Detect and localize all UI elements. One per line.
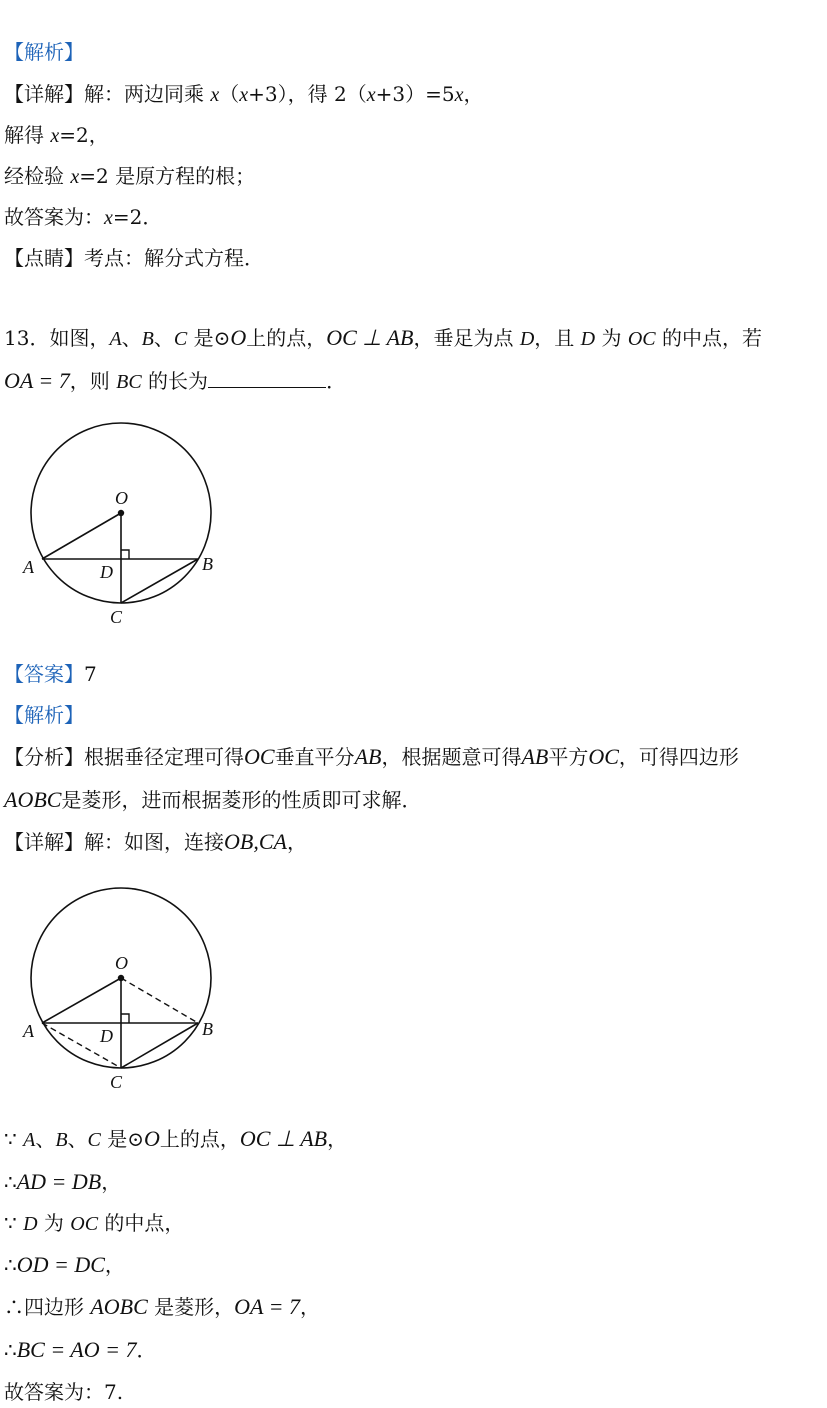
detail-tag: 【详解】 (4, 830, 84, 854)
segment-AB: AB (521, 744, 549, 769)
label-O: O (115, 488, 128, 508)
detail-text: ， (286, 830, 307, 854)
point-D: D (23, 1213, 38, 1235)
segment-OA-line (42, 978, 121, 1023)
answer-text: 故答案为： (4, 205, 104, 229)
step-expression: OD = DC (16, 1252, 105, 1277)
analyze-text: ，根据题意可得 (381, 745, 522, 769)
point-D: D (519, 328, 535, 350)
separator: 、 (153, 326, 174, 350)
answer-line (4, 203, 162, 232)
var-x: x (366, 84, 376, 106)
center-dot (118, 975, 124, 981)
detail-line-2 (4, 828, 307, 856)
detail-text: 解：两边同乘 (84, 82, 211, 106)
analyze-text: 平方 (548, 745, 589, 769)
therefore-symbol: ∴ (4, 1253, 17, 1277)
point-A: A (23, 1129, 36, 1151)
comment-tag: 【点睛】 (4, 246, 84, 270)
detail-text: （ (219, 82, 240, 106)
because-symbol: ∵ (4, 1127, 17, 1151)
question-text: 的长为 (141, 369, 209, 393)
var-x: x (50, 125, 60, 147)
center-dot (118, 510, 124, 516)
analyze-text: ，可得四边形 (618, 745, 739, 769)
circle-symbol: ⊙ (127, 1127, 144, 1151)
label-C: C (110, 1072, 123, 1092)
comment-line (4, 244, 264, 272)
segment-BC: BC (116, 371, 142, 393)
circle-symbol: ⊙ (213, 326, 231, 350)
circle-figure-2 (18, 885, 228, 1100)
question-text: ，垂足为点 (413, 326, 520, 350)
quadrilateral-AOBC: AOBC (90, 1294, 148, 1319)
given-expression: OA = 7 (4, 368, 70, 393)
var-x: x (70, 166, 80, 188)
right-angle-mark (121, 550, 129, 559)
analyze-text: 是菱形，进而根据菱形的性质即可求解． (61, 788, 422, 812)
step-expression: BC = AO = 7 (16, 1337, 137, 1362)
step-text: 是 (100, 1127, 128, 1151)
step-4 (4, 1251, 125, 1279)
label-D: D (100, 562, 113, 582)
question-text: 上的点， (246, 326, 327, 350)
solve-line (4, 121, 109, 150)
question-text: 13．如图， (4, 326, 110, 350)
label-O: O (115, 953, 128, 973)
point-O: O (144, 1126, 160, 1151)
label-C: C (110, 607, 123, 627)
analyze-text: 根据垂径定理可得 (84, 745, 244, 769)
step-text: 是菱形， (147, 1295, 235, 1319)
therefore-symbol: ∴ (4, 1170, 17, 1194)
question-line-1 (4, 324, 762, 353)
label-B: B (202, 1019, 213, 1039)
var-x: x (210, 84, 220, 106)
step-text: ， (101, 1170, 122, 1194)
answer-tag: 【答案】 (4, 662, 84, 686)
step-text: 的中点， (98, 1211, 185, 1235)
question-text: ，且 (534, 326, 581, 350)
step-expression: OA = 7 (234, 1294, 300, 1319)
label-A: A (23, 1021, 34, 1041)
segment-AB: AB (354, 744, 382, 769)
perp-expression: OC ⊥ AB (239, 1126, 328, 1151)
check-text: =2 是原方程的根； (79, 164, 256, 188)
detail-line (4, 80, 483, 109)
step-text: ， (299, 1295, 320, 1319)
answer-blank (208, 367, 326, 388)
segment-OC: OC (70, 1213, 99, 1235)
step-text: 为 (37, 1211, 71, 1235)
step-1 (4, 1125, 347, 1154)
analyze-line-2 (4, 786, 421, 814)
var-x: x (454, 84, 464, 106)
circle-figure (18, 420, 228, 635)
check-text: 经检验 (4, 164, 71, 188)
var-x: x (239, 84, 249, 106)
step-text: 四边形 (24, 1295, 91, 1319)
detail-text: 解：如图，连接 (84, 830, 224, 854)
question-text: 是 (187, 326, 214, 350)
segment-OA-line (42, 513, 121, 559)
solve-text: 解得 (4, 123, 51, 147)
label-B: B (202, 554, 213, 574)
point-C: C (173, 328, 188, 350)
answer-row (4, 660, 97, 688)
segment-OC: OC (244, 744, 275, 769)
check-line (4, 162, 255, 191)
question-text: 的中点，若 (655, 326, 762, 350)
solve-text: =2， (59, 123, 109, 147)
detail-text: +3）=5 (375, 82, 455, 106)
point-C: C (87, 1129, 101, 1151)
question-text: ． (326, 369, 347, 393)
separator: 、 (121, 326, 142, 350)
point-B: B (55, 1129, 68, 1151)
step-expression: AD = DB (16, 1169, 102, 1194)
analyze-line-1 (4, 743, 739, 771)
perp-expression: OC ⊥ AB (326, 325, 414, 350)
detail-text: +3），得 2（ (248, 82, 367, 106)
label-A: A (23, 557, 34, 577)
therefore-symbol: ∴ (4, 1295, 24, 1319)
connect-expression: OB,CA (224, 829, 287, 854)
because-symbol: ∵ (4, 1211, 17, 1235)
segment-BC-line (121, 1023, 198, 1068)
analyze-text: 垂直平分 (274, 745, 355, 769)
final-answer: 故答案为：7. (4, 1380, 124, 1404)
point-A: A (109, 328, 122, 350)
step-text: 上的点， (159, 1127, 240, 1151)
therefore-symbol: ∴ (4, 1338, 17, 1362)
question-line-2 (4, 367, 346, 396)
comment-text: 考点：解分式方程． (84, 246, 264, 270)
step-2 (4, 1168, 121, 1196)
label-D: D (100, 1026, 113, 1046)
step-text: ． (136, 1338, 157, 1362)
question-text: ，则 (69, 369, 117, 393)
answer-text: =2． (112, 205, 163, 229)
step-text: ， (327, 1127, 348, 1151)
var-x: x (104, 207, 113, 229)
dashed-OB (121, 978, 198, 1023)
step-6 (4, 1336, 156, 1364)
separator: 、 (67, 1127, 88, 1151)
step-3 (4, 1209, 184, 1238)
analyze-tag: 【分析】 (4, 745, 84, 769)
step-5 (4, 1293, 320, 1321)
right-angle-mark (121, 1014, 129, 1023)
separator: 、 (35, 1127, 56, 1151)
quadrilateral-AOBC: AOBC (4, 787, 62, 812)
segment-BC-line (121, 559, 198, 603)
point-B: B (141, 328, 154, 350)
question-text: 为 (595, 326, 628, 350)
detail-text: ， (463, 82, 484, 106)
segment-OC: OC (588, 744, 619, 769)
point-D: D (580, 328, 596, 350)
point-O: O (230, 325, 247, 350)
analysis-tag: 【解析】 (4, 40, 84, 64)
step-text: ， (104, 1253, 125, 1277)
analysis-tag-2: 【解析】 (4, 703, 84, 727)
segment-OC: OC (627, 328, 656, 350)
answer-value: 7 (84, 662, 97, 686)
detail-tag: 【详解】 (4, 82, 84, 106)
